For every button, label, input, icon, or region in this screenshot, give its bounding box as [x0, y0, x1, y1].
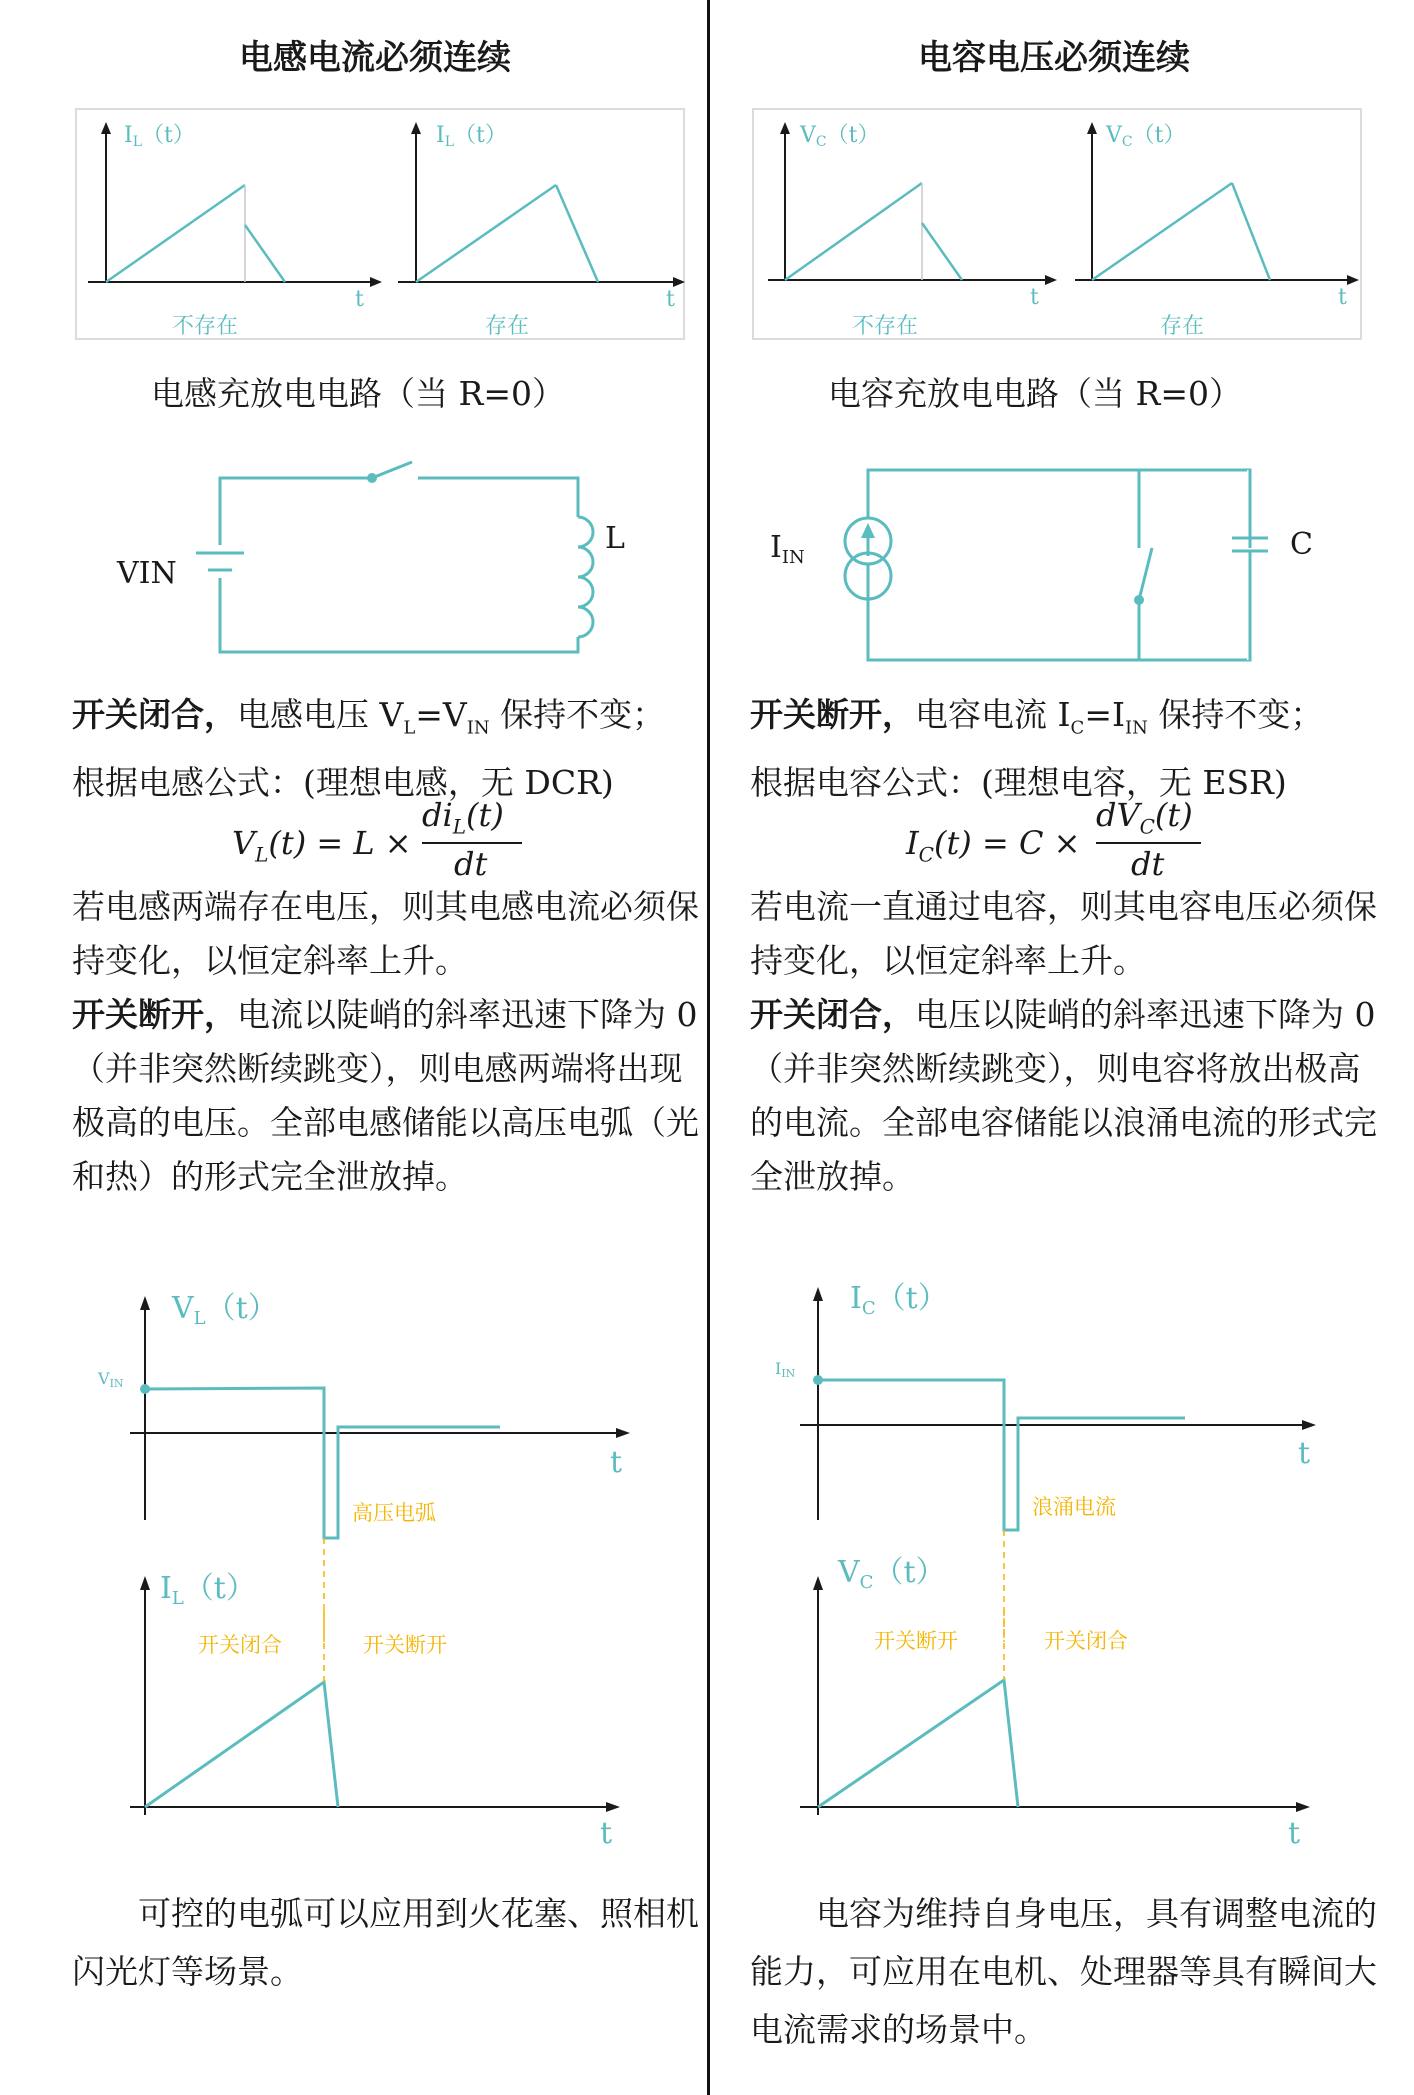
right-wave2-phase1: 开关断开 [874, 1629, 958, 1653]
left-para1: 开关闭合，电感电压 $V_L=V_{IN}$ 保持不变； 根据电感公式：(理想电感，无 DCR) [72, 695, 666, 802]
right-wave1-level: IIN [775, 1359, 796, 1380]
left-g2-ylabel: IL（t） [436, 123, 507, 150]
right-circuit-title: 电容充放电电路（当 R=0） [828, 374, 1242, 413]
left-g1-caption: 不存在 [172, 314, 239, 339]
left-wave2-phase2: 开关断开 [363, 1633, 447, 1657]
right-g1-caption: 不存在 [852, 314, 919, 339]
left-circuit-title: 电感充放电电路（当 R=0） [151, 374, 565, 413]
right-wave2-xlabel: t [1288, 1816, 1301, 1851]
left-wave2-ylabel: $I_L(t)$ [160, 1571, 256, 1609]
inductor-label: L [605, 521, 625, 556]
left-g1-xlabel: t [355, 287, 364, 312]
left-wave1-note: 高压电弧 [352, 1501, 436, 1525]
right-title: 电容电压必须连续 [918, 38, 1190, 78]
left-wave2-xlabel: t [600, 1816, 613, 1851]
left-wave2-phase1: 开关闭合 [198, 1633, 282, 1657]
right-wave1-ylabel: $I_C(t)$ [850, 1281, 948, 1319]
left-wave1-level: VIN [98, 1369, 124, 1390]
right-wave1-xlabel: t [1298, 1436, 1311, 1471]
vin-label: VIN [117, 556, 177, 591]
left-title: 电感电流必须连续 [239, 38, 511, 78]
right-wave2 [800, 1555, 1310, 1851]
left-wave1-ylabel: $V_L(t)$ [172, 1291, 278, 1329]
left-wave1-xlabel: t [610, 1445, 623, 1480]
right-para2: 若电流一直通过电容，则其电容电压必须保持变化，以恒定斜率上升。 [750, 887, 1377, 980]
right-g1-ylabel: VC（t） [800, 123, 880, 150]
right-wave2-phase2: 开关闭合 [1044, 1629, 1128, 1653]
right-para1: 开关断开，电容电流 $I_C=I_{IN}$ 保持不变； 根据电容公式：(理想电容，无 ESR) [750, 695, 1324, 802]
capacitor-label: C [1290, 527, 1313, 562]
right-para3: 开关闭合，电压以陡峭的斜率迅速下降为 0（并非突然断续跳变），则电容将放出极高的电流。全部电容储能以浪涌电流的形式完全泄放掉。 [750, 995, 1377, 1196]
right-g2-xlabel: t [1338, 285, 1347, 310]
right-g2-ylabel: VC（t） [1106, 123, 1186, 150]
left-g2-xlabel: t [666, 287, 675, 312]
left-closing: 可控的电弧可以应用到火花塞、照相机闪光灯等场景。 [72, 1894, 699, 1991]
iin-label: $I_{IN}$ [770, 530, 805, 568]
left-para3: 开关断开，电流以陡峭的斜率迅速下降为 0（并非突然断续跳变），则电感两端将出现极高的电压。全部电感储能以高压电弧（光和热）的形式完全泄放掉。 [72, 995, 699, 1196]
left-para2: 若电感两端存在电压，则其电感电流必须保持变化，以恒定斜率上升。 [72, 887, 699, 980]
right-g1-xlabel: t [1030, 285, 1039, 310]
right-wave1-note: 浪涌电流 [1032, 1495, 1116, 1519]
left-g1-ylabel: IL（t） [124, 123, 195, 150]
left-g2-caption: 存在 [485, 314, 530, 339]
right-g2-caption: 存在 [1160, 314, 1205, 339]
right-closing: 电容为维持自身电压，具有调整电流的能力，可应用在电机、处理器等具有瞬间大电流需求的场景中。 [750, 1894, 1377, 2049]
right-wave2-ylabel: $V_C(t)$ [838, 1555, 946, 1593]
